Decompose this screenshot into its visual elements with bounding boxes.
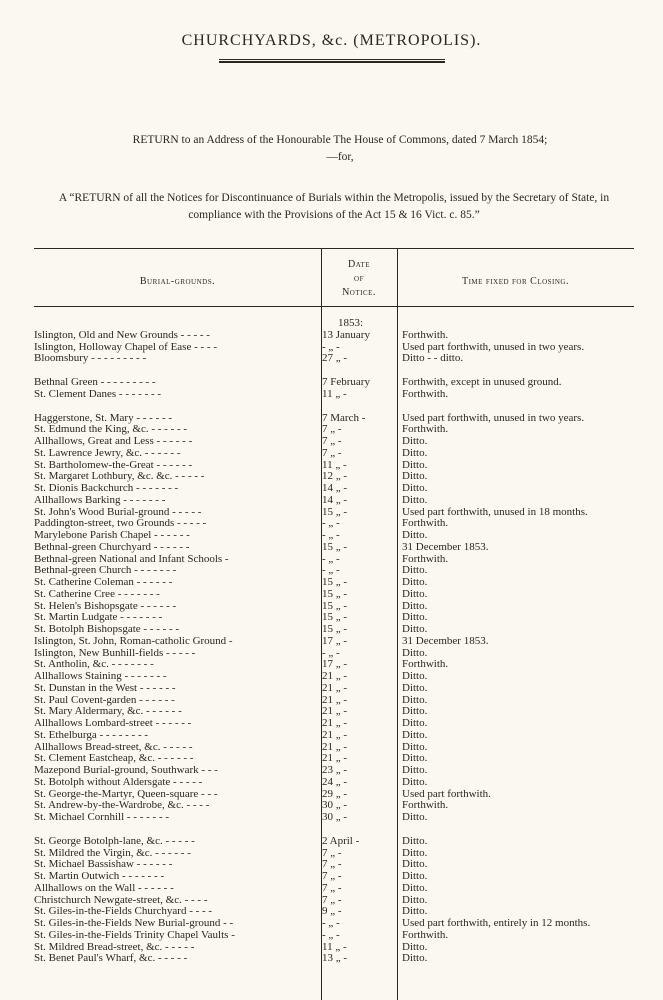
closing-time: Ditto. xyxy=(402,682,428,694)
notice-date: 7 February xyxy=(322,376,370,388)
closing-time: Ditto. xyxy=(402,953,428,965)
page-title: CHURCHYARDS, &c. (METROPOLIS). xyxy=(181,32,482,49)
notice-date: 21 „ - xyxy=(322,717,348,729)
return-text: A “RETURN of all the Notices for Discontinuance of Burials within the Metropolis, issued by the Secretary of State, in compliance with the Provisions of the Act 15 & 16 Vict. c. 85.” xyxy=(58,192,610,221)
burial-ground-name: St. George-the-Martyr, Queen-square - - - xyxy=(34,788,218,800)
burial-ground-name: St. Giles-in-the-Fields Churchyard - - - - xyxy=(34,906,213,918)
notice-date: 13 „ - xyxy=(322,952,348,965)
burial-ground-name: Bethnal-green National and Infant Schools - xyxy=(34,553,229,565)
notice-date: 21 „ - xyxy=(322,740,348,753)
notice-date: 23 „ - xyxy=(322,764,348,776)
table-row xyxy=(0,436,663,448)
burial-ground-name: Islington, New Bunhill-fields - - - - - xyxy=(34,647,196,659)
closing-time: Ditto. xyxy=(402,600,428,612)
burial-ground-name: St. Benet Paul's Wharf, &c. - - - - - xyxy=(34,953,188,965)
notice-date: 11 „ - xyxy=(322,458,347,471)
closing-time: Ditto. xyxy=(402,906,428,918)
closing-time: Ditto. xyxy=(402,671,428,682)
header-burial-grounds: Burial-grounds. xyxy=(139,276,216,287)
burial-ground-name: Allhallows Bread-street, &c. - - - - - xyxy=(34,741,193,753)
burial-ground-name: Allhallows, Great and Less - - - - - - xyxy=(34,436,193,447)
notice-date: 21 „ - xyxy=(322,752,348,765)
group-spacer xyxy=(0,401,663,413)
closing-time: Ditto. xyxy=(402,612,428,624)
closing-time: Ditto. xyxy=(402,447,428,459)
closing-time: Ditto. xyxy=(402,565,428,577)
notice-date: 15 „ - xyxy=(322,587,348,600)
closing-time: Forthwith. xyxy=(402,929,449,941)
year-label: 1853: xyxy=(338,317,364,329)
burial-ground-name: Paddington-street, two Grounds - - - - - xyxy=(34,518,207,530)
closing-time: Ditto. xyxy=(402,753,428,765)
closing-time: Ditto. xyxy=(402,729,428,741)
notice-date: 11 „ - xyxy=(322,940,347,953)
closing-time: Ditto. xyxy=(402,588,428,600)
closing-time: Forthwith. xyxy=(402,800,449,812)
notice-date: 17 „ - xyxy=(322,634,348,647)
closing-time: Ditto. xyxy=(402,436,428,447)
notice-date: 15 „ - xyxy=(322,576,348,588)
burial-ground-name: Christchurch Newgate-street, &c. - - - - xyxy=(34,894,208,906)
table-row xyxy=(0,330,663,342)
notice-date: 17 „ - xyxy=(322,658,348,671)
table-row xyxy=(0,730,663,742)
burial-ground-name: Islington, St. John, Roman-catholic Ground - xyxy=(34,635,233,647)
burial-ground-name: Allhallows Barking - - - - - - - xyxy=(34,494,166,506)
notice-date: 2 April - xyxy=(322,834,360,847)
burial-ground-name: St. Catherine Coleman - - - - - - xyxy=(34,577,173,588)
burial-ground-name: Bethnal-green Church - - - - - - - xyxy=(34,565,177,577)
table-header-rule xyxy=(34,306,634,307)
burial-ground-name: St. Martin Ludgate - - - - - - - xyxy=(34,612,163,624)
closing-time: Ditto. xyxy=(402,941,428,953)
closing-time: Ditto. xyxy=(402,835,428,847)
burial-ground-name: St. Michael Bassishaw - - - - - - xyxy=(34,859,173,871)
burial-ground-name: Haggerstone, St. Mary - - - - - - xyxy=(34,412,173,424)
year-row xyxy=(0,318,663,330)
burial-ground-name: St. George Botolph-lane, &c. - - - - - xyxy=(34,835,195,847)
table-row xyxy=(0,953,663,965)
notice-date: 30 „ - xyxy=(322,811,348,823)
notice-date: 7 „ - xyxy=(322,846,342,859)
table-row xyxy=(0,589,663,601)
burial-ground-name: St. Bartholomew-the-Great - - - - - - xyxy=(34,459,193,471)
notice-date: 7 March - xyxy=(322,411,366,424)
burial-ground-name: Allhallows Lombard-street - - - - - - xyxy=(34,718,192,729)
table-row xyxy=(0,836,663,848)
notice-date: - „ - xyxy=(322,517,340,530)
burial-ground-name: St. Paul Covent-garden - - - - - - xyxy=(34,694,175,706)
burial-ground-name: Marylebone Parish Chapel - - - - - - xyxy=(34,530,190,541)
header-time-fixed: Time fixed for Closing. xyxy=(461,276,569,287)
closing-time: Ditto. xyxy=(402,718,428,729)
closing-time: Forthwith. xyxy=(402,659,449,671)
closing-time: Forthwith. xyxy=(402,518,449,530)
closing-time: Forthwith. xyxy=(402,424,449,436)
closing-time: Ditto. xyxy=(402,847,428,859)
table-row xyxy=(0,530,663,542)
burial-ground-name: St. Lawrence Jewry, &c. - - - - - - xyxy=(34,447,181,459)
closing-time: Ditto. xyxy=(402,765,428,776)
closing-time: Ditto. xyxy=(402,894,428,906)
burial-ground-name: St. Antholin, &c. - - - - - - - xyxy=(34,659,154,671)
burial-ground-name: St. Giles-in-the-Fields Trinity Chapel Vaults - xyxy=(34,929,235,941)
closing-time: Ditto. xyxy=(402,459,428,471)
notice-date: 7 „ - xyxy=(322,858,342,871)
burial-ground-name: St. Clement Eastcheap, &c. - - - - - - xyxy=(34,753,194,765)
notice-date: 7 „ - xyxy=(322,446,342,459)
burial-ground-name: Mazepond Burial-ground, Southwark - - - xyxy=(34,765,218,776)
notice-date: 7 „ - xyxy=(322,423,342,436)
burial-ground-name: St. Edmund the King, &c. - - - - - - xyxy=(34,424,188,436)
closing-time: Forthwith. xyxy=(402,329,449,341)
burial-ground-name: St. Catherine Cree - - - - - - - xyxy=(34,588,160,600)
title-rule xyxy=(219,59,445,63)
notice-date: 7 „ - xyxy=(322,435,342,447)
burial-ground-name: Bethnal-green Churchyard - - - - - - xyxy=(34,541,190,553)
return-intro: RETURN to an Address of the Honourable The House of Commons, dated 7 March 1854;—for, xyxy=(132,134,548,163)
table-row xyxy=(0,353,663,365)
header-date-line-1: Date xyxy=(347,259,371,270)
notice-date: - „ - xyxy=(322,340,340,353)
closing-time: Ditto. xyxy=(402,706,428,718)
closing-time: Ditto. xyxy=(402,624,428,635)
closing-time: Ditto. xyxy=(402,494,428,506)
table-row xyxy=(0,377,663,389)
notice-date: 21 „ - xyxy=(322,705,348,718)
notice-date: 15 „ - xyxy=(322,623,348,635)
table-row xyxy=(0,777,663,789)
closing-time: Ditto. xyxy=(402,776,428,788)
burial-ground-name: St. John's Wood Burial-ground - - - - - xyxy=(34,506,202,518)
header-date-line-2: of xyxy=(354,273,364,284)
notice-date: 14 „ - xyxy=(322,493,348,506)
notice-date: 9 „ - xyxy=(322,905,342,918)
burial-ground-name: Bethnal Green - - - - - - - - - xyxy=(34,377,156,388)
closing-time: 31 December 1853. xyxy=(402,541,489,553)
burial-ground-name: St. Botolph without Aldersgate - - - - - xyxy=(34,776,203,788)
notice-date: 21 „ - xyxy=(322,670,348,682)
notice-date: - „ - xyxy=(322,917,340,929)
notice-date: 14 „ - xyxy=(322,482,348,494)
closing-time: Ditto. xyxy=(402,483,428,494)
notice-date: 29 „ - xyxy=(322,787,348,800)
closing-time: Forthwith. xyxy=(402,553,449,565)
notice-date: - „ - xyxy=(322,646,340,659)
table-row xyxy=(0,871,663,883)
burial-ground-name: St. Dunstan in the West - - - - - - xyxy=(34,682,176,694)
table-row xyxy=(0,636,663,648)
notice-date: 21 „ - xyxy=(322,728,348,741)
table-body xyxy=(0,318,663,965)
notice-date: 15 „ - xyxy=(322,505,348,518)
notice-date: - „ - xyxy=(322,564,340,577)
table-row xyxy=(0,671,663,683)
closing-time: Used part forthwith. xyxy=(402,788,491,800)
burial-ground-name: Allhallows Staining - - - - - - - xyxy=(34,671,167,682)
notice-date: 27 „ - xyxy=(322,352,348,365)
burial-ground-name: St. Botolph Bishopsgate - - - - - - xyxy=(34,624,180,635)
notice-date: 7 „ - xyxy=(322,870,342,882)
burial-ground-name: Bloomsbury - - - - - - - - - xyxy=(34,353,147,365)
table-row xyxy=(0,918,663,930)
table-row xyxy=(0,483,663,495)
closing-time: Ditto. xyxy=(402,812,428,823)
notice-date: 15 „ - xyxy=(322,540,348,553)
closing-time: Ditto. xyxy=(402,694,428,706)
burial-ground-name: Islington, Old and New Grounds - - - - - xyxy=(34,329,210,341)
burial-ground-name: St. Helen's Bishopsgate - - - - - - xyxy=(34,600,177,612)
burial-ground-name: St. Clement Danes - - - - - - - xyxy=(34,388,162,400)
closing-time: Forthwith, except in unused ground. xyxy=(402,377,562,388)
header-date-line-3: Notice. xyxy=(342,287,376,298)
closing-time: Ditto. xyxy=(402,859,428,871)
closing-time: Ditto. xyxy=(402,871,428,882)
burial-ground-name: St. Margaret Lothbury, &c. &c. - - - - - xyxy=(34,471,205,483)
burial-ground-name: St. Mildred the Virgin, &c. - - - - - - xyxy=(34,847,191,859)
notice-date: 21 „ - xyxy=(322,681,348,694)
notice-date: 30 „ - xyxy=(322,799,348,812)
group-spacer xyxy=(0,824,663,836)
closing-time: Ditto - - ditto. xyxy=(402,353,464,365)
closing-time: Ditto. xyxy=(402,577,428,588)
table-row xyxy=(0,683,663,695)
burial-ground-name: St. Mary Aldermary, &c. - - - - - - xyxy=(34,706,182,718)
notice-date: - „ - xyxy=(322,928,340,941)
closing-time: Ditto. xyxy=(402,471,428,483)
notice-date: - „ - xyxy=(322,529,340,541)
notice-date: 7 „ - xyxy=(322,881,342,894)
table-row xyxy=(0,542,663,554)
notice-date: - „ - xyxy=(322,552,340,565)
table-row xyxy=(0,577,663,589)
notice-date: 11 „ - xyxy=(322,387,347,400)
table-row xyxy=(0,883,663,895)
closing-time: Ditto. xyxy=(402,647,428,659)
closing-time: Ditto. xyxy=(402,530,428,541)
table-row xyxy=(0,930,663,942)
closing-time: 31 December 1853. xyxy=(402,635,489,647)
closing-time: Used part forthwith, entirely in 12 months. xyxy=(402,918,591,929)
closing-time: Ditto. xyxy=(402,882,428,894)
table-row xyxy=(0,812,663,824)
burial-ground-name: St. Michael Cornhill - - - - - - - xyxy=(34,812,170,823)
notice-date: 15 „ - xyxy=(322,599,348,612)
notice-date: 13 January xyxy=(322,328,370,341)
closing-time: Forthwith. xyxy=(402,388,449,400)
notice-date: 12 „ - xyxy=(322,470,348,483)
table-row xyxy=(0,624,663,636)
burial-ground-name: Islington, Holloway Chapel of Ease - - - - xyxy=(34,341,217,353)
closing-time: Ditto. xyxy=(402,741,428,753)
table-row xyxy=(0,389,663,401)
notice-date: 7 „ - xyxy=(322,893,342,906)
table-row xyxy=(0,495,663,507)
burial-ground-name: St. Giles-in-the-Fields New Burial-ground - - xyxy=(34,918,234,929)
notice-date: 15 „ - xyxy=(322,611,348,624)
header-date-of-notice xyxy=(321,258,397,300)
burial-ground-name: St. Ethelburga - - - - - - - - xyxy=(34,729,149,741)
notice-date: 21 „ - xyxy=(322,693,348,706)
burial-ground-name: St. Mildred Bread-street, &c. - - - - - xyxy=(34,941,195,953)
table-row xyxy=(0,765,663,777)
table-row xyxy=(0,718,663,730)
closing-time: Used part forthwith, unused in two years. xyxy=(402,412,585,424)
table-top-rule xyxy=(34,248,634,249)
burial-ground-name: St. Martin Outwich - - - - - - - xyxy=(34,871,165,882)
closing-time: Used part forthwith, unused in two years. xyxy=(402,341,585,353)
burial-ground-name: St. Dionis Backchurch - - - - - - - xyxy=(34,483,179,494)
burial-ground-name: St. Andrew-by-the-Wardrobe, &c. - - - - xyxy=(34,800,210,812)
notice-date: 24 „ - xyxy=(322,775,348,788)
burial-ground-name: Allhallows on the Wall - - - - - - xyxy=(34,882,174,894)
table-row xyxy=(0,448,663,460)
closing-time: Used part forthwith, unused in 18 months. xyxy=(402,506,588,518)
